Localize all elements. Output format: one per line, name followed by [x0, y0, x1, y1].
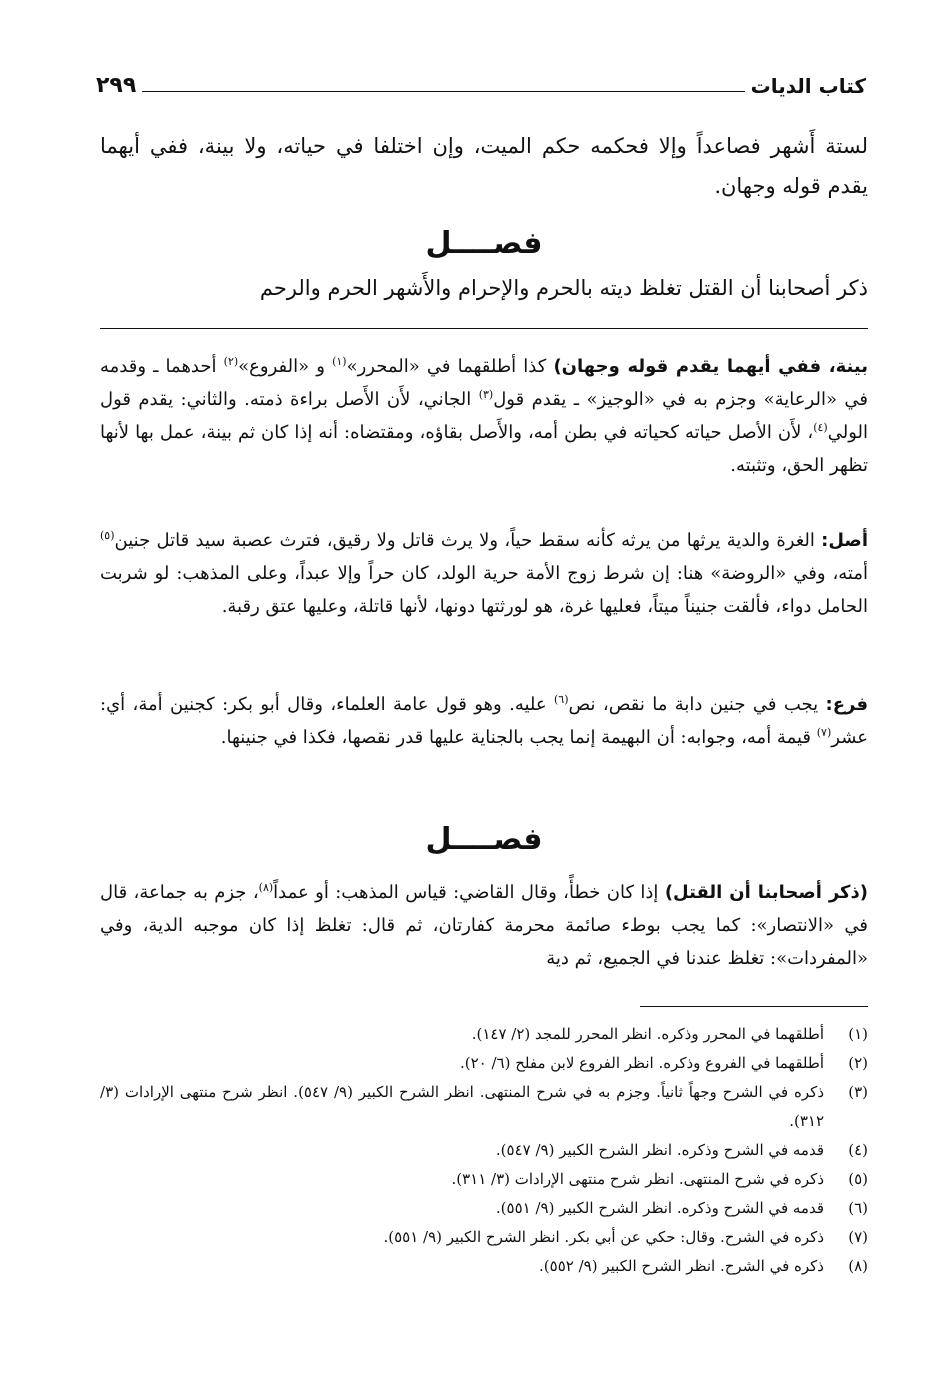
footnote-text: أطلقهما في المحرر وذكره. انظر المحرر للمجد (٢/ ١٤٧). [471, 1025, 824, 1043]
footnote-number: (٧) [848, 1228, 868, 1246]
footnote-text: ذكره في الشرح. انظر الشرح الكبير (٩/ ٥٥٢). [539, 1257, 824, 1275]
footnote-ref[interactable]: (٦) [553, 693, 569, 706]
footnote-item [100, 1020, 868, 1049]
header-rule [142, 91, 744, 92]
footnote-ref[interactable]: (٥) [100, 529, 115, 542]
footnote-number: (٤) [848, 1141, 868, 1159]
commentary-paragraph-3 [100, 688, 868, 754]
commentary-paragraph-1 [100, 350, 868, 482]
footnote-text: ذكره في شرح المنتهى. انظر شرح منتهى الإرادات (٣/ ٣١١). [451, 1170, 824, 1188]
running-header [96, 64, 866, 98]
footnote-item [100, 1078, 868, 1136]
chapter-title: كتاب الديات [750, 74, 866, 98]
main-paragraph-2: ذكر أصحابنا أن القتل تغلظ ديته بالحرم والإحرام والأَشهر الحرم والرحم [259, 276, 868, 300]
footnote-ref[interactable]: (١) [332, 355, 347, 368]
commentary-text: عليه. وهو قول عامة العلماء، وقال أبو بكر: كجنين أمة، أي: عشر [100, 694, 868, 748]
commentary-paragraph-4 [100, 876, 868, 975]
commentary-lemma: أصل: [821, 530, 868, 551]
commentary-lemma: فرع: [825, 694, 868, 715]
footnote-item [100, 1165, 868, 1194]
footnote-item [100, 1252, 868, 1281]
footnote-text: قدمه في الشرح وذكره. انظر الشرح الكبير (٩/ ٥٥١). [495, 1199, 824, 1217]
main-text-separator [100, 328, 868, 329]
footnote-text: أطلقهما في الفروع وذكره. انظر الفروع لابن مفلح (٦/ ٢٠). [459, 1054, 824, 1072]
section-heading-fasl-2: فصــــل [425, 822, 543, 857]
commentary-lemma: بينة، ففي أيهما يقدم قوله وجهان) [553, 356, 868, 377]
footnote-number: (٢) [848, 1054, 868, 1072]
commentary-text: و «الفروع» [238, 356, 333, 377]
commentary-text: الجاني، لأَن الأَصل براءة ذمته. والثاني: يقدم قول الولي [100, 389, 868, 443]
footnote-item [100, 1223, 868, 1252]
section-heading-fasl-1: فصــــل [425, 226, 543, 261]
footnote-ref[interactable]: (٧) [816, 726, 832, 739]
footnote-item [100, 1194, 868, 1223]
footnote-item [100, 1136, 868, 1165]
commentary-text: أحدهما ـ وقدمه في «الرعاية» وجزم به في «الوجيز» ـ يقدم قول [100, 356, 869, 410]
footnote-number: (٥) [848, 1170, 868, 1188]
commentary-text: إذا كان خطأً، وقال القاضي: قياس المذهب: أو عمداً [273, 882, 665, 903]
footnote-ref[interactable]: (٣) [478, 388, 494, 401]
footnote-number: (٣) [848, 1083, 868, 1101]
footnotes-list [100, 1020, 868, 1281]
footnote-ref[interactable]: (٤) [813, 421, 828, 434]
footnote-ref[interactable]: (٨) [258, 881, 274, 894]
footnote-item [100, 1049, 868, 1078]
page-number: ٢٩٩ [96, 73, 137, 98]
footnote-number: (١) [848, 1025, 868, 1043]
footnote-text: قدمه في الشرح وذكره. انظر الشرح الكبير (٩/ ٥٤٧). [495, 1141, 824, 1159]
commentary-text: ، لأَن الأصل حياته كحياته في بطن أمه، والأَصل بقاؤه، ومقتضاه: أنه إذا كان ثم بينة، عمل بها لأنها تظهر الحق، وتثبته. [100, 422, 868, 476]
footnote-number: (٦) [848, 1199, 868, 1217]
footnote-number: (٨) [848, 1257, 868, 1275]
commentary-text: كذا أطلقهما في «المحرر» [346, 356, 554, 377]
commentary-text: يجب في جنين دابة ما نقص، نص [568, 694, 826, 715]
commentary-text: قيمة أمه، وجوابه: أن البهيمة إنما يجب بالجناية عليها قدر نقصها، فكذا في جنينها. [220, 727, 817, 748]
commentary-text: أمته، وفي «الروضة» هنا: إن شرط زوج الأمة حرية الولد، كان حراً وإلا عبداً، وعلى المذهب: لو شربت الحامل دواء، فألقت جنيناً ميتاً، فعليها غرة، هو لورثتها دونها، لأنها قاتلة، وعليها عتق رقبة. [100, 563, 868, 617]
footnote-text: ذكره في الشرح. وقال: حكي عن أبي بكر. انظر الشرح الكبير (٩/ ٥٥١). [383, 1228, 824, 1246]
commentary-text: الغرة والدية يرثها من يرثه كأنه سقط حياً، ولا يرث قاتل ولا رقيق، فترث عصبة سيد قاتل جنين [114, 530, 822, 551]
commentary-text: ، جزم به جماعة، قال في «الانتصار»: كما يجب بوطء صائمة محرمة كفارتان، ثم قال: تغلظ إذا كان موجبه الدية، وفي «المفردات»: تغلظ عندنا في الجميع، ثم دية [100, 882, 868, 969]
footnote-separator [640, 1006, 868, 1007]
footnote-text: ذكره في الشرح وجهاً ثانياً. وجزم به في شرح المنتهى. انظر الشرح الكبير (٩/ ٥٤٧). انظر شرح منتهى الإرادات (٣/ ٣١٢). [100, 1083, 825, 1130]
main-paragraph-1: لستة أَشهر فصاعداً وإلا فحكمه حكم الميت، وإن اختلفا في حياته، ولا بينة، ففي أيهما يقدم قوله وجهان. [100, 134, 868, 198]
commentary-lemma: (ذكر أصحابنا أن القتل) [664, 882, 868, 903]
footnote-ref[interactable]: (٢) [223, 355, 239, 368]
commentary-paragraph-2 [100, 524, 868, 623]
